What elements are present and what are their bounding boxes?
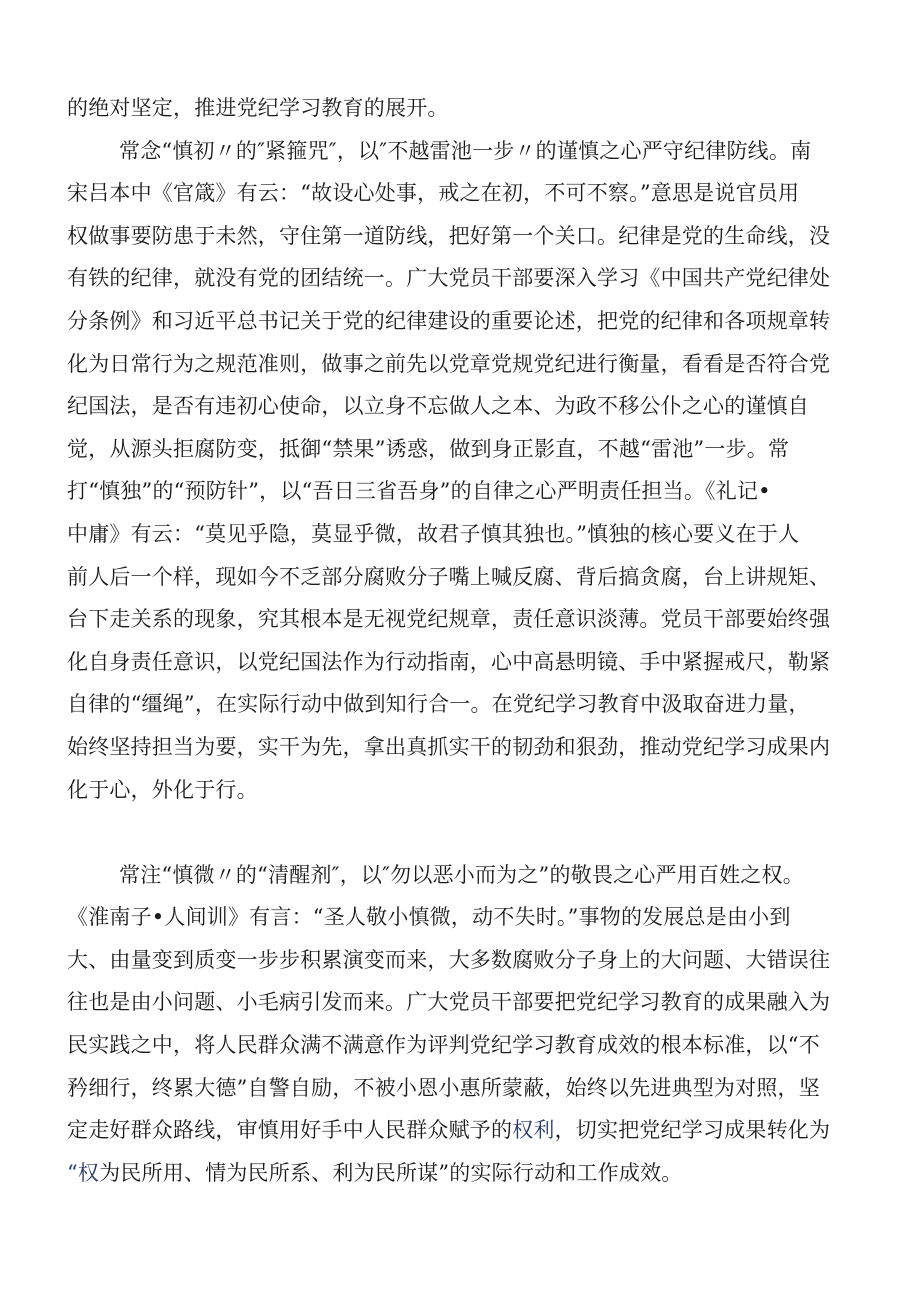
highlighted-term: 权利	[512, 1118, 555, 1143]
text-line: 觉，从源头拒腐防变，抵御“禁果”诱惑，做到身正影直，不越“雷池”一步。常	[67, 436, 790, 461]
paragraph-2	[67, 130, 867, 854]
text-line	[67, 1152, 867, 1195]
text-line: 常注“慎微〃的“清醒剂″，以″勿以恶小而为之”的敬畏之心严用百姓之权。	[119, 862, 804, 887]
text-line: 化于心，外化于行。	[67, 777, 258, 802]
paragraph-1	[67, 87, 867, 130]
text-line: 《淮南子•人间训》有言：“圣人敬小慎微，动不失时。”事物的发展总是由小到	[67, 905, 791, 930]
text-line: 有铁的纪律，就没有党的团结统一。广大党员干部要深入学习《中国共产党纪律处	[67, 266, 831, 291]
text-segment: 定走好群众路线，审慎用好手中人民群众赋予的	[67, 1118, 513, 1143]
highlighted-term: “权	[67, 1160, 100, 1185]
document-body	[67, 87, 867, 1194]
text-line: 化为日常行为之规范准则，做事之前先以党章党规党纪进行衡量，看看是否符合党	[67, 351, 831, 376]
text-line: 权做事要防患于未然，守住第一道防线，把好第一个关口。纪律是党的生命线，没	[67, 223, 831, 248]
text-line: 化自身责任意识，以党纪国法作为行动指南，心中高悬明镜、手中紧握戒尺，勒紧	[67, 649, 831, 674]
text-line: 自律的“缰绳”，在实际行动中做到知行合一。在党纪学习教育中汲取奋进力量，	[67, 692, 810, 717]
text-line: 宋吕本中《官箴》有云：“故设心处事，戒之在初，不可不察。”意思是说官员用	[67, 181, 800, 206]
text-line: 往也是由小问题、小毛病引发而来。广大党员干部要把党纪学习教育的成果融入为	[67, 990, 831, 1015]
text-segment: ，切实把党纪学习成果转化为	[554, 1118, 831, 1143]
text-line: 大、由量变到质变一步步积累演变而来，大多数腐败分子身上的大问题、大错误往	[67, 947, 831, 972]
text-segment: 为民所用、情为民所系、利为民所谋”的实际行动和工作成效。	[99, 1160, 683, 1185]
text-line: 分条例》和习近平总书记关于党的纪律建设的重要论述，把党的纪律和各项规章转	[67, 308, 831, 333]
text-line	[67, 1109, 867, 1152]
text-line	[67, 811, 867, 854]
text-line: 常念“慎初〃的″紧箍咒″，以″不越雷池一步〃的谨慎之心严守纪律防线。南	[119, 138, 812, 163]
text-line: 中庸》有云：“莫见乎隐，莫显乎微，故君子慎其独也。”慎独的核心要义在于人	[67, 521, 800, 546]
text-line: 纪国法，是否有违初心使命，以立身不忘做人之本、为政不移公仆之心的谨慎自	[67, 394, 809, 419]
paragraph-3	[67, 854, 867, 1195]
text-line: 台下走关系的现象，究其根本是无视党纪规章，责任意识淡薄。党员干部要始终强	[67, 607, 831, 632]
text-line: 民实践之中，将人民群众满不满意作为评判党纪学习教育成效的根本标准，以“不	[67, 1033, 820, 1058]
text-line: 始终坚持担当为要，实干为先，拿出真抓实干的韧劲和狠劲，推动党纪学习成果内	[67, 734, 831, 759]
text-line: 的绝对坚定，推进党纪学习教育的展开。	[67, 96, 449, 120]
text-line: 打“慎独”的“预防针”，以“吾日三省吾身”的自律之心严明责任担当。《礼记•	[67, 479, 771, 504]
text-line: 矜细行，终累大德”自警自励，不被小恩小惠所蒙蔽，始终以先进典型为对照，坚	[67, 1075, 820, 1100]
text-line: 前人后一个样，现如今不乏部分腐败分子嘴上喊反腐、背后搞贪腐，台上讲规矩、	[67, 564, 831, 589]
